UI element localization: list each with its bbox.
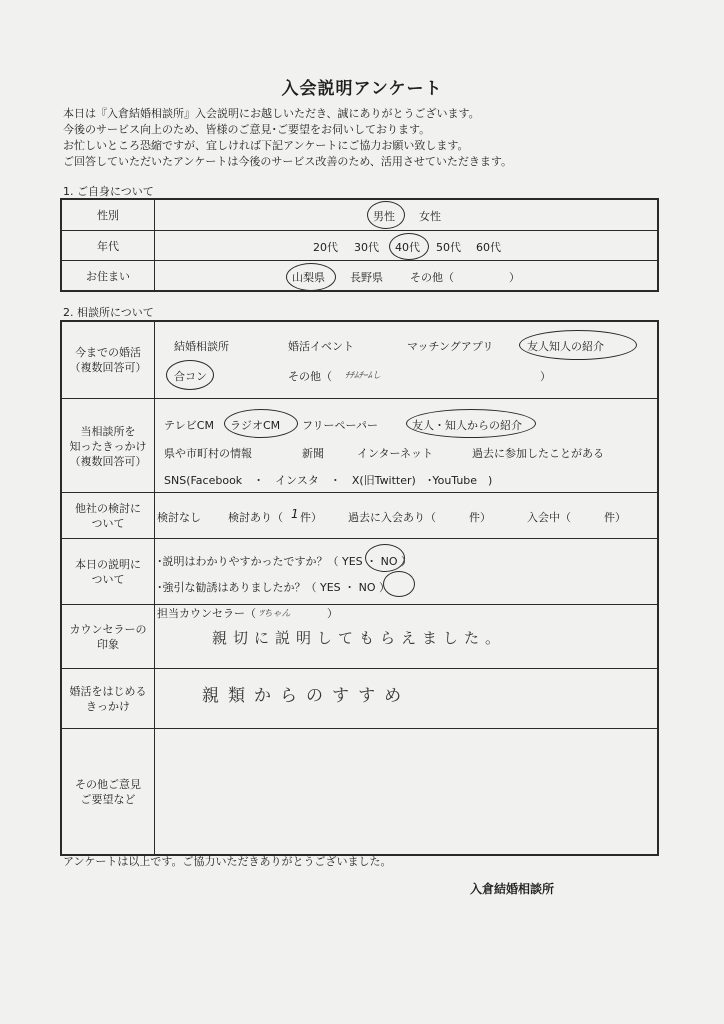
trigger-friend-intro[interactable]: 友人・知人からの紹介 (412, 419, 522, 432)
section1-table (60, 198, 659, 292)
trigger-label-line2: 知ったきっかけ (69, 439, 147, 453)
others-label-line2: ついて (91, 517, 125, 530)
section2-table (60, 320, 659, 856)
trigger-past-participation[interactable]: 過去に参加したことがある (472, 447, 604, 460)
other-scribble-mark: ﾁﾁﾑﾁｰﾑし (345, 371, 382, 381)
konkatsu-gokon[interactable]: 合コン (174, 370, 207, 383)
counselor-name-scribble: ﾂちゃん (259, 609, 291, 619)
page-title: 入会説明アンケート (281, 79, 443, 99)
remarks-label-line1: その他ご意見 (75, 777, 141, 791)
intro-text (63, 106, 512, 170)
others-considered[interactable]: 検討あり（ (228, 511, 283, 524)
age-row (62, 230, 657, 261)
counselor-label-line2: 印象 (97, 638, 119, 651)
company-name: 入倉結婚相談所 (470, 882, 555, 896)
konkatsu-marriage-agency[interactable]: 結婚相談所 (174, 340, 229, 353)
counselor-assigned[interactable]: 担当カウンセラー（ (157, 607, 256, 620)
trigger-local-gov[interactable]: 県や市町村の情報 (164, 447, 252, 460)
konkatsu-friend-intro[interactable]: 友人知人の紹介 (527, 340, 604, 353)
explanation-label-line1: 本日の説明に (75, 558, 141, 571)
trigger-newspaper[interactable]: 新聞 (302, 447, 324, 460)
explanation-label (62, 539, 155, 605)
start-answer[interactable]: 親類からのすすめ (202, 686, 411, 706)
explanation-q1[interactable]: ･説明はわかりやすかったですか？（ YES ・ NO ） (157, 555, 413, 568)
counselor-label (62, 605, 155, 669)
gender-female[interactable]: 女性 (419, 210, 441, 223)
counselor-label-line1: カウンセラーの (69, 623, 147, 636)
age-50s[interactable]: 50代 (436, 241, 461, 254)
explanation-label-line2: ついて (91, 573, 125, 586)
konkatsu-label-line1: 今までの婚活 (75, 346, 141, 359)
others-row (62, 492, 657, 539)
gender-label: 性別 (62, 200, 155, 230)
trigger-sns[interactable]: SNS(Facebook ・ インスタ ・ X(旧Twitter) ･YouTube ) (164, 474, 493, 487)
remarks-row (62, 728, 657, 854)
counselor-row (62, 604, 657, 669)
others-considered-count: 1 (291, 507, 299, 521)
age-label: 年代 (62, 231, 155, 261)
intro-line: ご回答していただいたアンケートは今後のサービス改善のため、活用させていただきます。 (63, 155, 513, 168)
intro-line: お忙しいところ恐縮ですが、宜しければ下記アンケートにご協力お願い致します。 (63, 139, 469, 152)
konkatsu-matching-app[interactable]: マッチングアプリ (407, 340, 494, 353)
konkatsu-other[interactable]: その他（ (288, 370, 332, 383)
konkatsu-row (62, 322, 657, 398)
counselor-assigned-close: ） (327, 607, 338, 620)
age-30s[interactable]: 30代 (354, 241, 379, 254)
remarks-input-area[interactable] (157, 729, 657, 854)
trigger-tv-cm[interactable]: テレビCM (164, 419, 214, 432)
konkatsu-label-line2: （複数回答可） (69, 361, 147, 374)
trigger-internet[interactable]: インターネット (357, 447, 434, 460)
explanation-row (62, 538, 657, 605)
residence-other[interactable]: その他（ ） (410, 271, 520, 284)
age-20s[interactable]: 20代 (313, 241, 338, 254)
explanation-q2[interactable]: ･強引な勧誘はありましたか？（ YES ・ NO ） (157, 581, 391, 594)
closing-message: アンケートは以上です。ご協力いただきありがとうございました。 (63, 855, 392, 868)
start-label (62, 669, 155, 729)
trigger-radio-cm[interactable]: ラジオCM (230, 419, 281, 432)
others-current-member[interactable]: 入会中（ 件） (527, 511, 626, 524)
konkatsu-label (62, 322, 155, 398)
trigger-free-paper[interactable]: フリーペーパー (302, 419, 379, 432)
residence-yamanashi[interactable]: 山梨県 (292, 271, 325, 284)
trigger-label-line1: 当相談所を (80, 424, 136, 438)
residence-nagano[interactable]: 長野県 (350, 271, 383, 284)
others-label-line1: 他社の検討に (75, 502, 141, 515)
intro-line: 本日は『入倉結婚相談所』入会説明にお越しいただき、誠にありがとうございます。 (63, 107, 480, 120)
start-label-line1: 婚活をはじめる (69, 685, 147, 698)
intro-line: 今後のサービス向上のため、皆様のご意見･ご要望をお伺いしております。 (63, 123, 431, 136)
section2-heading: 2. 相談所について (63, 306, 154, 319)
gender-male[interactable]: 男性 (373, 210, 395, 223)
trigger-label-line3: （複数回答可） (69, 454, 147, 468)
gender-row (62, 200, 657, 230)
counselor-comment[interactable]: 親切に説明してもらえました。 (212, 629, 507, 647)
remarks-label (62, 729, 155, 854)
age-60s[interactable]: 60代 (476, 241, 501, 254)
others-considered-unit: 件） (300, 511, 322, 524)
others-none[interactable]: 検討なし (157, 511, 201, 524)
trigger-label (62, 399, 155, 493)
others-past-member[interactable]: 過去に入会あり（ 件） (348, 511, 491, 524)
residence-label: お住まい (62, 261, 155, 291)
konkatsu-other-close: ） (540, 370, 551, 383)
start-label-line2: きっかけ (86, 700, 130, 713)
remarks-label-line2: ご要望など (80, 792, 136, 806)
age-40s[interactable]: 40代 (395, 241, 420, 254)
residence-row (62, 260, 657, 291)
section1-heading: 1. ご自身について (63, 185, 154, 198)
konkatsu-event[interactable]: 婚活イベント (288, 340, 354, 353)
trigger-row (62, 398, 657, 493)
others-label (62, 493, 155, 539)
start-row (62, 668, 657, 729)
